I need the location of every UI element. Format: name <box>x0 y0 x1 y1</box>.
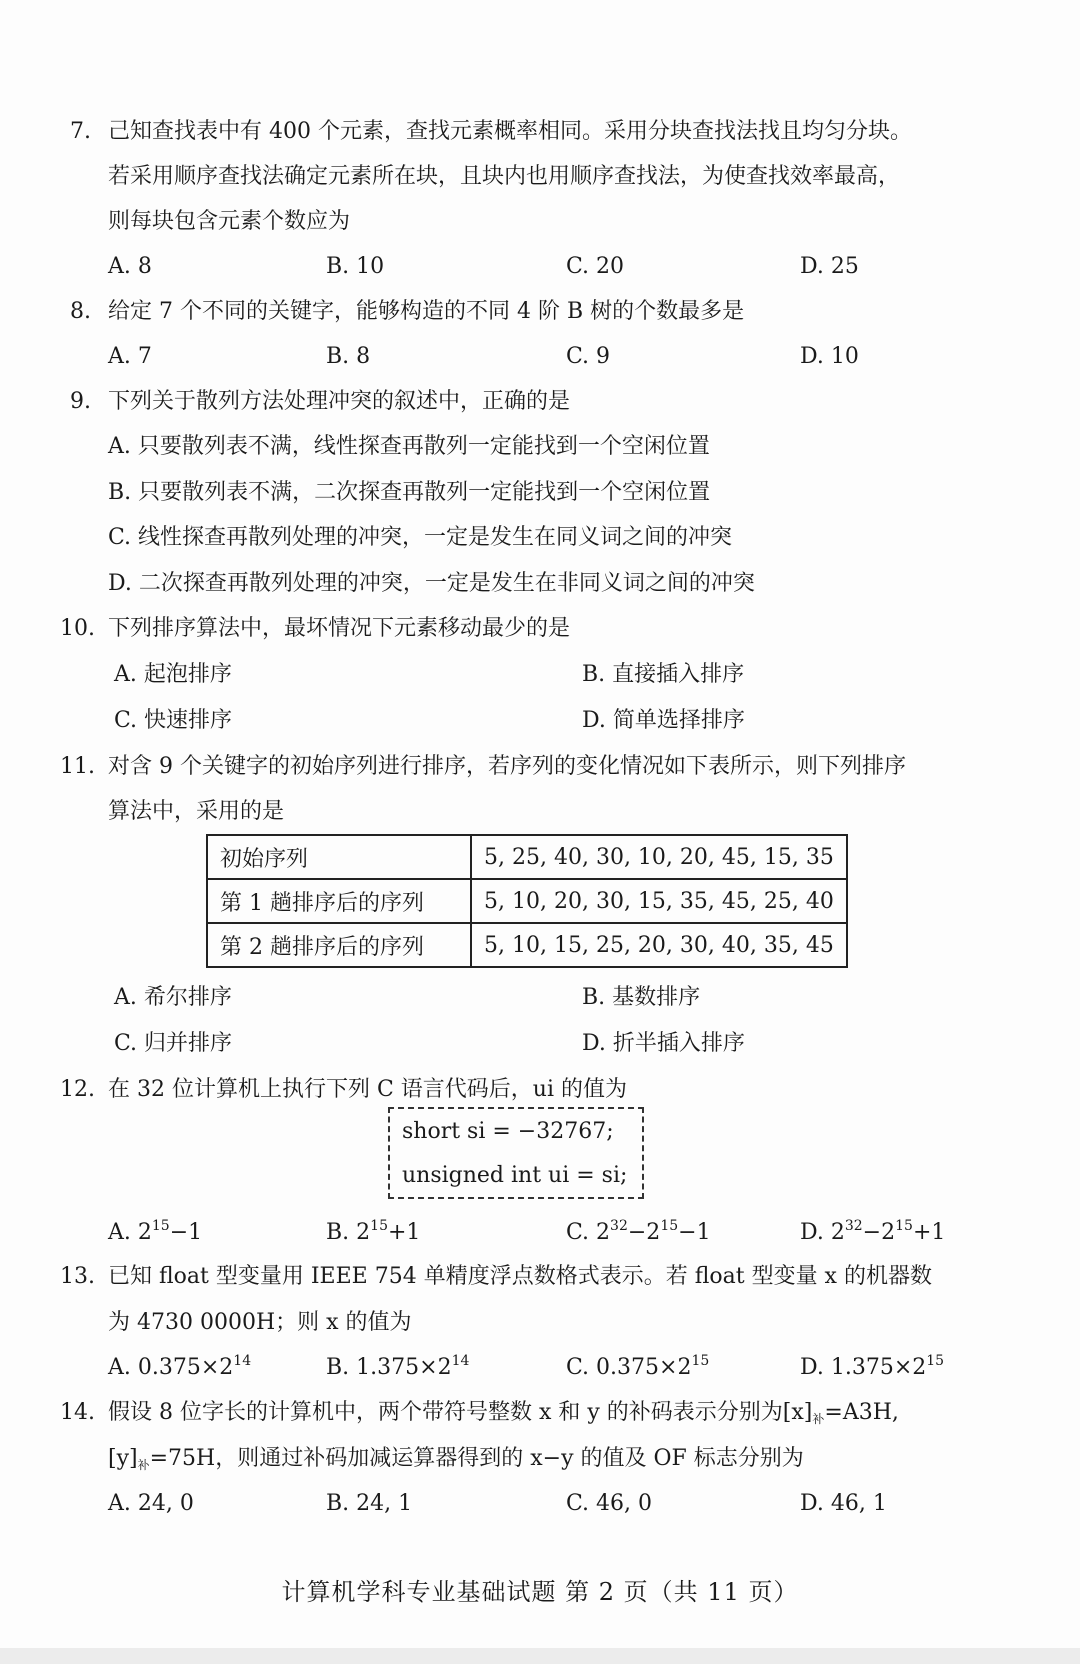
option-d: D. 简单选择排序 <box>582 708 745 733</box>
question-text: 假设 8 位字长的计算机中，两个带符号整数 x 和 y 的补码表示分别为$[x]_补=A3H$, <box>108 1400 899 1426</box>
question-text: 己知查找表中有 400 个元素，查找元素概率相同。采用分块查找法找且均匀分块。 <box>108 119 912 144</box>
option-b: B. 24, 1 <box>326 1491 413 1516</box>
row-label: 第 2 趟排序后的序列 <box>207 923 471 967</box>
option-d: D. $2^{32}-2^{15}+1$ <box>800 1218 946 1245</box>
option-b: B. 8 <box>326 344 371 369</box>
question-text: 对含 9 个关键字的初始序列进行排序，若序列的变化情况如下表所示，则下列排序 <box>108 754 906 779</box>
option-d: D. 折半插入排序 <box>582 1031 745 1056</box>
option-b: B. 基数排序 <box>582 985 701 1010</box>
option-c: C. 线性探查再散列处理的冲突，一定是发生在同义词之间的冲突 <box>108 525 733 550</box>
option-a: A. 8 <box>108 254 152 279</box>
page-edge <box>0 1648 1080 1664</box>
table-row <box>207 835 847 879</box>
row-label: 第 1 趟排序后的序列 <box>207 879 471 923</box>
option-a: A. 起泡排序 <box>114 662 232 687</box>
option-b: B. 10 <box>326 254 385 279</box>
option-d: D. 25 <box>800 254 859 279</box>
row-sequence: 5, 10, 20, 30, 15, 35, 45, 25, 40 <box>471 879 847 923</box>
option-a: A. 只要散列表不满，线性探查再散列一定能找到一个空闲位置 <box>108 434 710 459</box>
option-c: C. 20 <box>566 254 625 279</box>
option-d: D. 46, 1 <box>800 1491 887 1516</box>
option-a: A. 24, 0 <box>108 1491 194 1516</box>
option-d: D. 二次探查再散列处理的冲突，一定是发生在非同义词之间的冲突 <box>108 571 755 596</box>
option-c: C. 46, 0 <box>566 1491 653 1516</box>
option-b: B. $2^{15}+1$ <box>326 1218 421 1245</box>
question-text: 下列排序算法中，最坏情况下元素移动最少的是 <box>108 616 571 641</box>
question-text: 算法中，采用的是 <box>108 799 285 824</box>
question-text: $[y]_补=75H$，则通过补码加减运算器得到的 x−y 的值及 OF 标志分别为 <box>108 1446 804 1472</box>
question-text: 在 32 位计算机上执行下列 C 语言代码后，ui 的值为 <box>108 1077 627 1102</box>
question-number: 8. <box>70 299 91 324</box>
question-number: 14. <box>60 1400 95 1425</box>
option-d: D. 10 <box>800 344 859 369</box>
row-sequence: 5, 25, 40, 30, 10, 20, 45, 15, 35 <box>471 835 847 879</box>
option-b: B. 直接插入排序 <box>582 662 745 687</box>
question-number: 11. <box>60 754 95 779</box>
option-a: A. 希尔排序 <box>114 985 232 1010</box>
table-row <box>207 879 847 923</box>
option-a: A. $2^{15}-1$ <box>108 1218 203 1245</box>
option-a: A. $0.375\times 2^{14}$ <box>108 1353 252 1380</box>
question-number: 12. <box>60 1077 95 1102</box>
option-b: B. $1.375\times 2^{14}$ <box>326 1353 470 1380</box>
question-text: 为 4730 0000H；则 x 的值为 <box>108 1310 412 1335</box>
code-line: unsigned int ui = si; <box>402 1163 628 1188</box>
sequence-table <box>206 834 848 968</box>
row-sequence: 5, 10, 15, 25, 20, 30, 40, 35, 45 <box>471 923 847 967</box>
question-number: 13. <box>60 1264 95 1289</box>
question-text: 给定 7 个不同的关键字，能够构造的不同 4 阶 B 树的个数最多是 <box>108 299 745 324</box>
code-line: short si = −32767; <box>402 1119 614 1144</box>
question-text: 则每块包含元素个数应为 <box>108 209 351 234</box>
option-c: C. 9 <box>566 344 611 369</box>
row-label: 初始序列 <box>207 835 471 879</box>
question-number: 9. <box>70 389 91 414</box>
question-text: 下列关于散列方法处理冲突的叙述中，正确的是 <box>108 389 571 414</box>
page-footer: 计算机学科专业基础试题 第 2 页（共 11 页） <box>281 1578 799 1606</box>
option-c: C. 归并排序 <box>114 1031 233 1056</box>
table-row <box>207 923 847 967</box>
option-d: D. $1.375\times 2^{15}$ <box>800 1353 945 1380</box>
question-text: 若采用顺序查找法确定元素所在块，且块内也用顺序查找法，为使查找效率最高， <box>108 164 901 189</box>
question-text: 已知 float 型变量用 IEEE 754 单精度浮点数格式表示。若 float 型变量 x 的机器数 <box>108 1264 932 1289</box>
option-c: C. $0.375\times 2^{15}$ <box>566 1353 710 1380</box>
question-number: 10. <box>60 616 95 641</box>
question-number: 7. <box>70 119 91 144</box>
option-c: C. 快速排序 <box>114 708 233 733</box>
option-a: A. 7 <box>108 344 152 369</box>
option-c: C. $2^{32}-2^{15}-1$ <box>566 1218 711 1245</box>
code-box <box>388 1107 644 1199</box>
option-b: B. 只要散列表不满，二次探查再散列一定能找到一个空闲位置 <box>108 480 711 505</box>
